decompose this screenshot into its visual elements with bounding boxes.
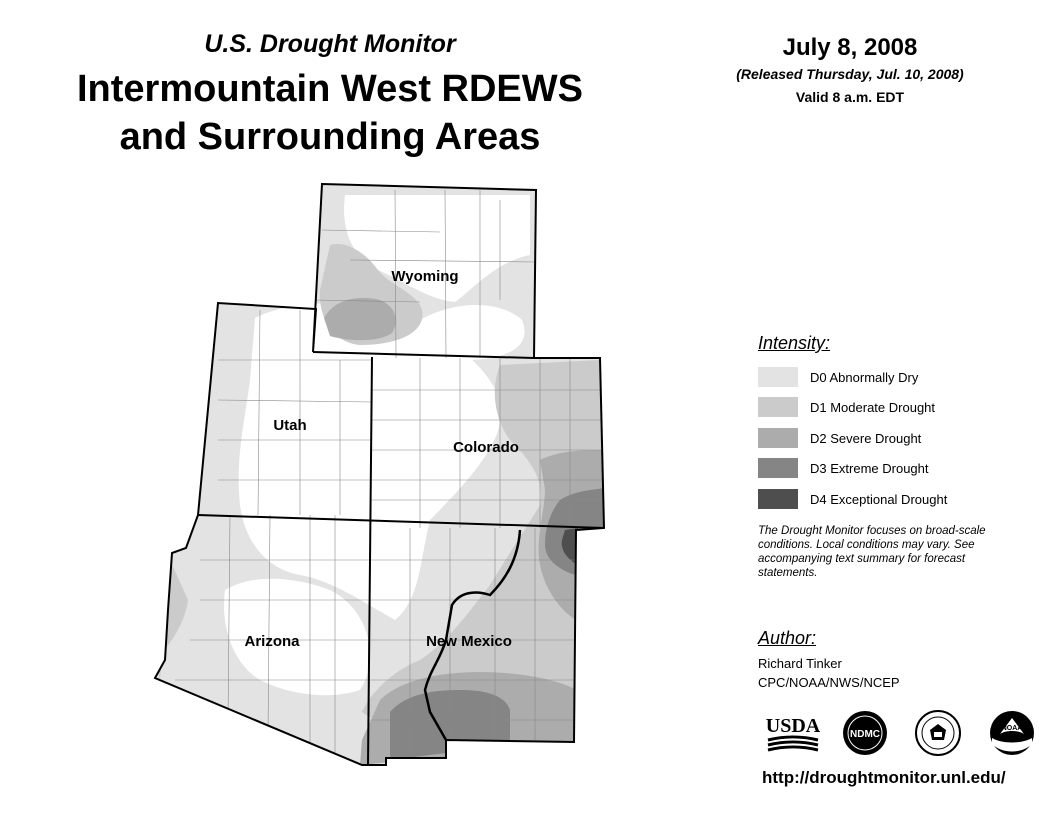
legend-label-d1: D1 Moderate Drought [810, 399, 936, 415]
legend-item-d2 [758, 427, 921, 449]
legend-swatch-d2 [758, 428, 798, 448]
legend-item-d3 [758, 457, 929, 479]
usda-logo-text: USDA [765, 715, 821, 737]
state-label-new-mexico: New Mexico [426, 633, 512, 650]
noaa-logo [988, 710, 1036, 756]
author-org: CPC/NOAA/NWS/NCEP [758, 675, 900, 690]
author-name: Richard Tinker [758, 656, 842, 671]
author-heading: Author: [758, 628, 817, 648]
map-date: July 8, 2008 [782, 34, 918, 61]
commerce-seal-logo [914, 710, 962, 756]
valid-time: Valid 8 a.m. EDT [795, 89, 905, 105]
map-title-line-2: and Surrounding Areas [119, 116, 541, 158]
noaa-logo-text: NOAA [1001, 725, 1023, 732]
legend-item-d1 [758, 396, 935, 418]
state-label-utah: Utah [273, 417, 307, 434]
legend-swatch-d1 [758, 397, 798, 417]
map-subtitle: U.S. Drought Monitor [204, 30, 456, 58]
legend-label-d2: D2 Severe Drought [810, 430, 922, 446]
legend-item-d0 [758, 366, 918, 388]
map-title-line-1: Intermountain West RDEWS [77, 68, 583, 110]
legend-swatch-d0 [758, 367, 798, 387]
state-label-arizona: Arizona [244, 633, 300, 650]
state-label-colorado: Colorado [453, 439, 519, 456]
ndmc-logo-text: NDMC [850, 729, 880, 740]
legend-label-d4: D4 Exceptional Drought [810, 491, 948, 507]
legend-note: The Drought Monitor focuses on broad-scale conditions. Local conditions may vary. See accompanying text summary for forecast statements. [758, 525, 986, 579]
legend-swatch-d4 [758, 489, 798, 509]
legend-label-d0: D0 Abnormally Dry [810, 369, 919, 385]
legend-swatch-d3 [758, 458, 798, 478]
release-date: (Released Thursday, Jul. 10, 2008) [736, 66, 964, 82]
legend-item-d4 [758, 488, 947, 510]
legend-heading: Intensity: [758, 333, 831, 353]
website-url[interactable]: http://droughtmonitor.unl.edu/ [762, 768, 1006, 787]
ndmc-logo [842, 710, 888, 756]
legend-label-d3: D3 Extreme Drought [810, 460, 929, 476]
state-label-wyoming: Wyoming [391, 268, 459, 285]
usda-logo [764, 710, 822, 754]
